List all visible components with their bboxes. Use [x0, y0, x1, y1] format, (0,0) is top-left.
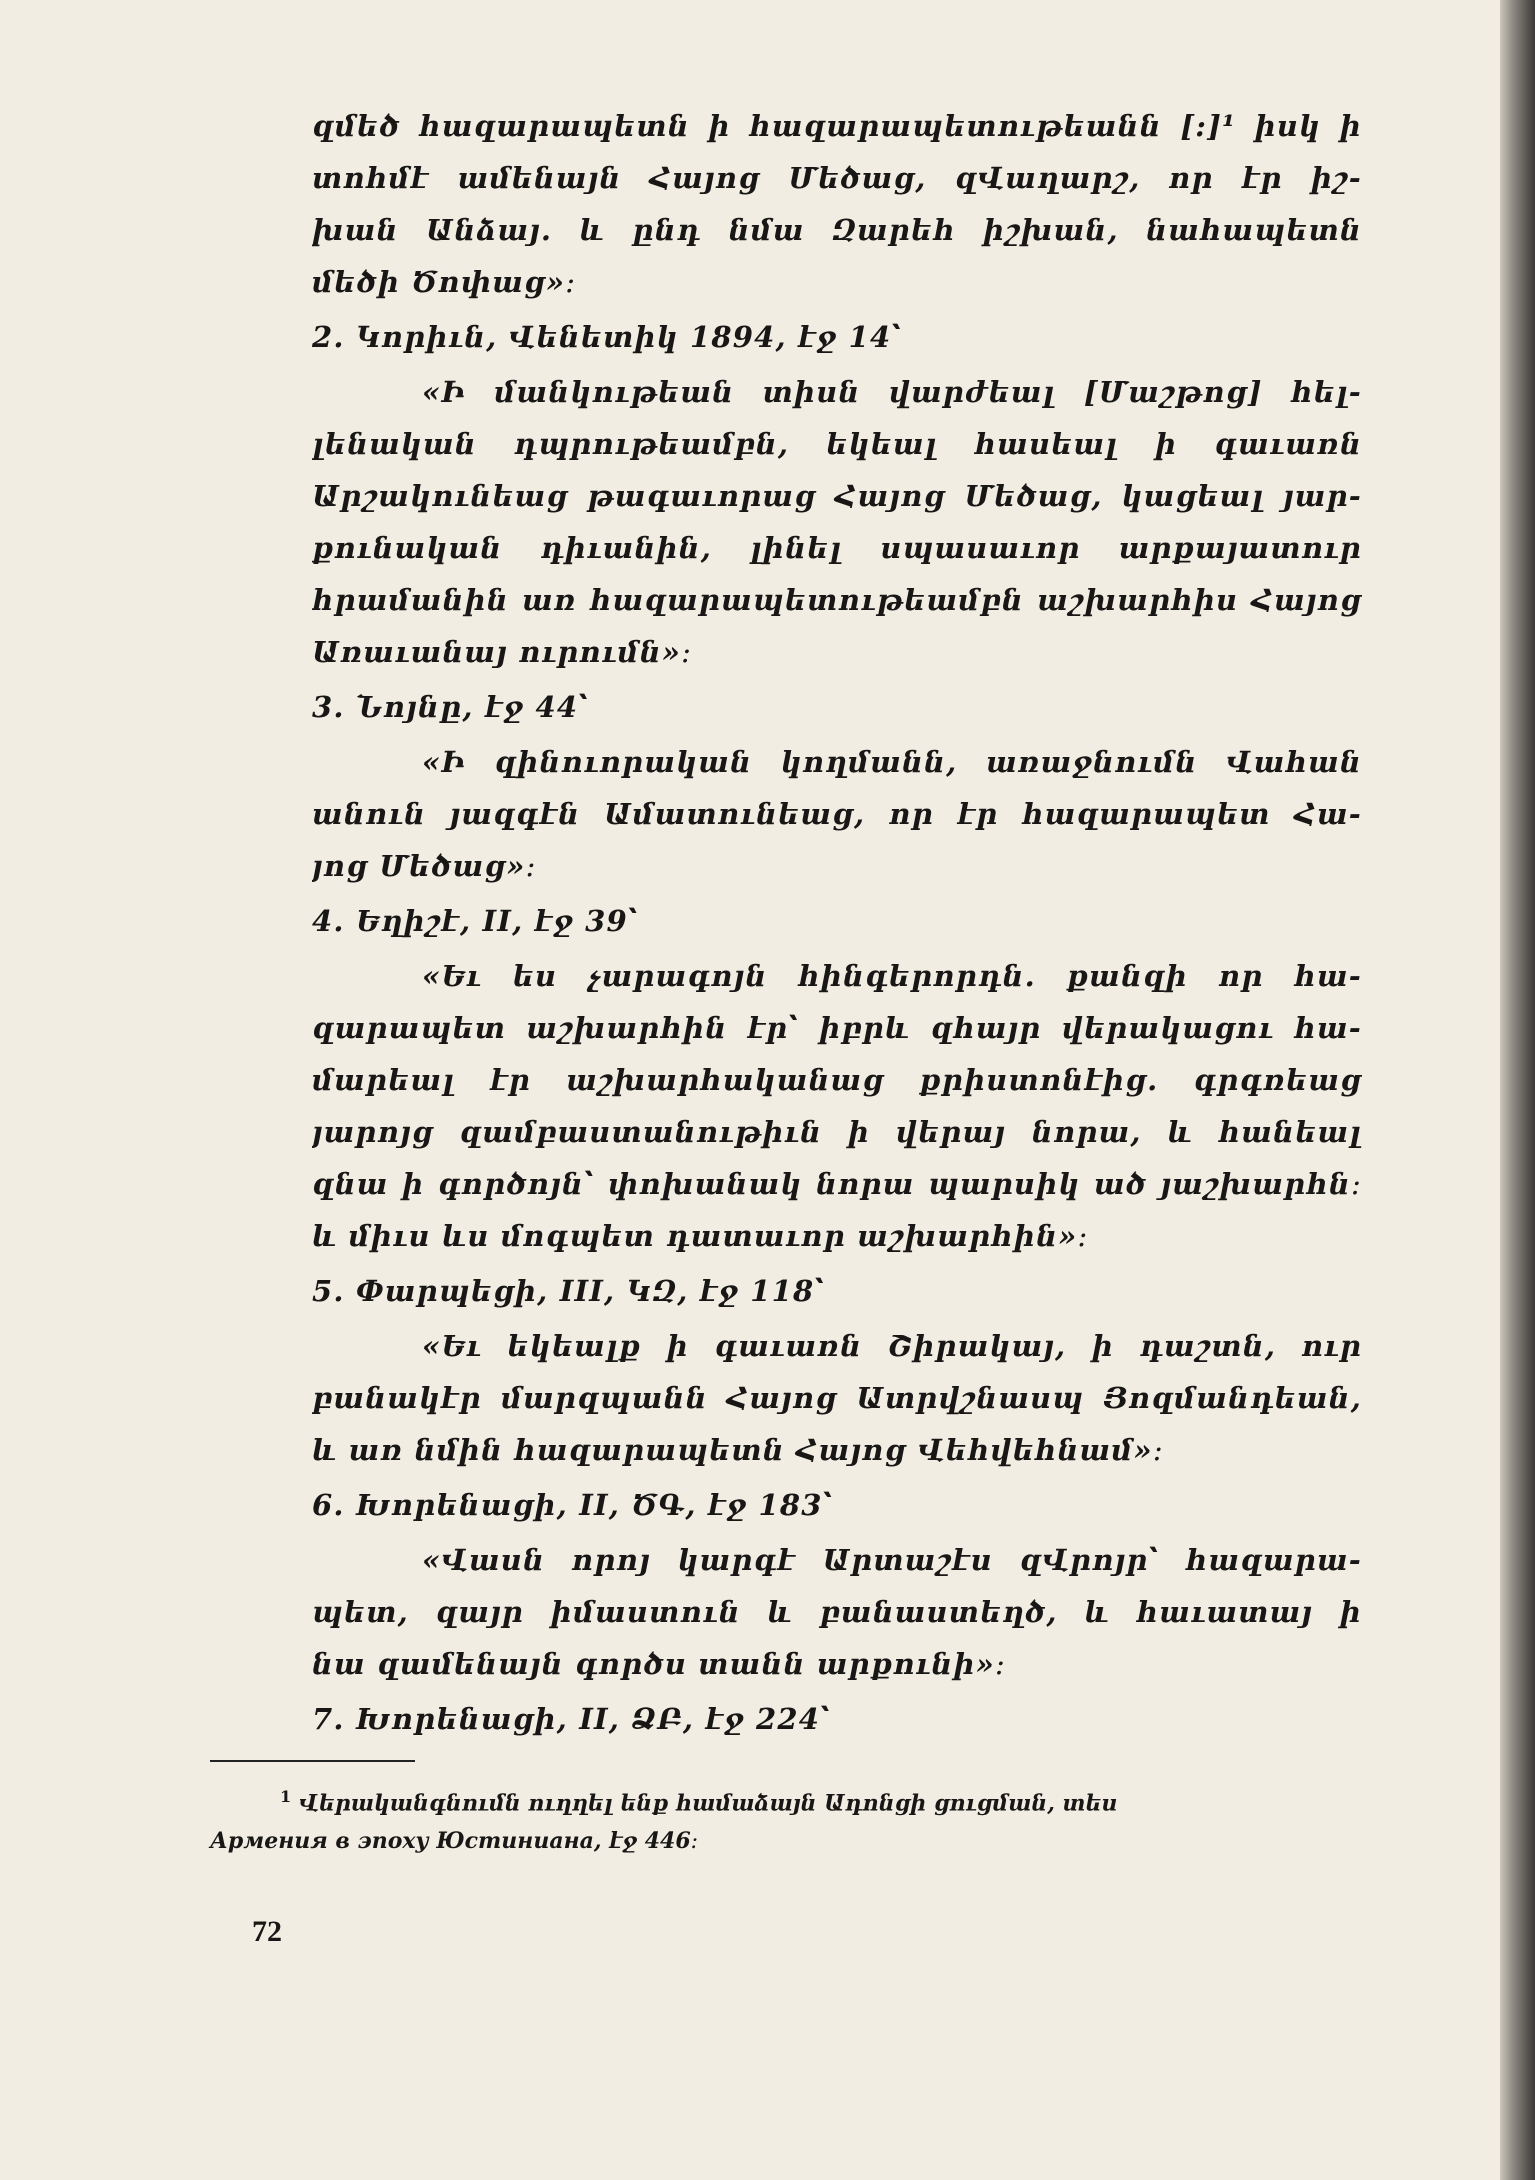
body-text: [312, 100, 1362, 1748]
footnote-rule: [210, 1760, 415, 1762]
footnote-line-1: [210, 1775, 1360, 1819]
source-entry: [312, 1476, 1362, 1690]
source-entry: [312, 308, 1362, 678]
source-entry: [312, 1262, 1362, 1476]
footnote-text-1: Վերականգնումն ուղղել ենք համաձայն Ադոնցի ցուցման, տես: [298, 1790, 1118, 1817]
text-line: զմեծ հազարապետն ի հազարապետութեանն [:]¹ իսկ ի: [312, 109, 1362, 143]
source-reference: 4. Եղիշէ, II, էջ 39՝: [312, 904, 639, 938]
text-line: «Եւ եկեալք ի գաւառն Շիրակայ, ի դաշտն, ուր: [422, 1329, 1362, 1363]
source-entry: [312, 1690, 1362, 1748]
text-line: յարոյց զամբաստանութիւն ի վերայ նորա, և հանեալ: [312, 1115, 1362, 1149]
text-line: նա զամենայն գործս տանն արքունի»։: [312, 1647, 1007, 1681]
text-line: խան Անձայ․ և ընդ նմա Զարեհ իշխան, նահապետն: [312, 213, 1362, 247]
footnote-marker: 1: [280, 1787, 292, 1806]
text-line: «Վասն որոյ կարգէ Արտաշէս զՎրոյր՝ հազարա-: [422, 1543, 1362, 1577]
text-line: Առաւանայ ուրումն»։: [312, 635, 693, 669]
text-line: «Ի զինուորական կողմանն, առաջնումն Վահան: [422, 745, 1362, 779]
opening-paragraph: [312, 100, 1362, 308]
page-number: 72: [252, 1915, 282, 1948]
source-reference: 7. Խորենացի, II, ՁԲ, էջ 224՝: [312, 1702, 831, 1736]
footnote: [210, 1775, 1360, 1863]
text-line: և առ նմին հազարապետն Հայոց Վեհվեհնամ»։: [312, 1433, 1164, 1467]
text-line: քունական դիւանին, լինել սպասաւոր արքայատուր: [312, 531, 1362, 565]
text-line: և միւս ևս մոգպետ դատաւոր աշխարհին»։: [312, 1219, 1089, 1253]
text-line: բանակէր մարզպանն Հայոց Ատրվշնասպ Յոզմանդեան,: [312, 1381, 1362, 1415]
footnote-line-2: Армения в эпоху Юстиниана, էջ 446։: [210, 1828, 699, 1854]
source-reference: 3. Նոյնը, էջ 44՝: [312, 690, 589, 724]
text-line: լենական դպրութեամբն, եկեալ հասեալ ի գաւառն: [312, 427, 1362, 461]
source-entry: [312, 892, 1362, 1262]
text-line: մարեալ էր աշխարհականաց քրիստոնէից․ գրգռեաց: [312, 1063, 1362, 1097]
text-line: Արշակունեաց թագաւորաց Հայոց Մեծաց, կացեալ յար-: [312, 479, 1362, 513]
text-line: զնա ի գործոյն՝ փոխանակ նորա պարսիկ ած յաշխարհն։: [312, 1167, 1362, 1201]
source-reference: 6. Խորենացի, II, ԾԳ, էջ 183՝: [312, 1488, 834, 1522]
text-line: անուն յազգէն Ամատունեաց, որ էր հազարապետ Հա-: [312, 797, 1362, 831]
book-spine-shadow: [1500, 0, 1535, 2180]
text-line: մեծի Ծոփաց»։: [312, 265, 577, 299]
source-list: [312, 308, 1362, 1748]
text-line: յոց Մեծաց»։: [312, 849, 537, 883]
text-line: հրամանին առ հազարապետութեամբն աշխարհիս Հայոց: [312, 583, 1362, 617]
source-reference: 5. Փարպեցի, III, ԿԶ, էջ 118՝: [312, 1274, 825, 1308]
text-line: պետ, զայր իմաստուն և բանաստեղծ, և հաւատայ ի: [312, 1595, 1362, 1629]
text-line: զարապետ աշխարհին էր՝ իբրև զհայր վերակացու հա-: [312, 1011, 1362, 1045]
text-line: «Ի մանկութեան տիսն վարժեալ [Մաշթոց] հել-: [422, 375, 1362, 409]
text-line: տոհմէ ամենայն Հայոց Մեծաց, զՎաղարշ, որ էր իշ-: [312, 161, 1362, 195]
source-entry: [312, 678, 1362, 892]
text-line: «Եւ ես չարագոյն հինգերորդն․ քանզի որ հա-: [422, 959, 1362, 993]
source-reference: 2. Կորիւն, Վենետիկ 1894, էջ 14՝: [312, 320, 902, 354]
